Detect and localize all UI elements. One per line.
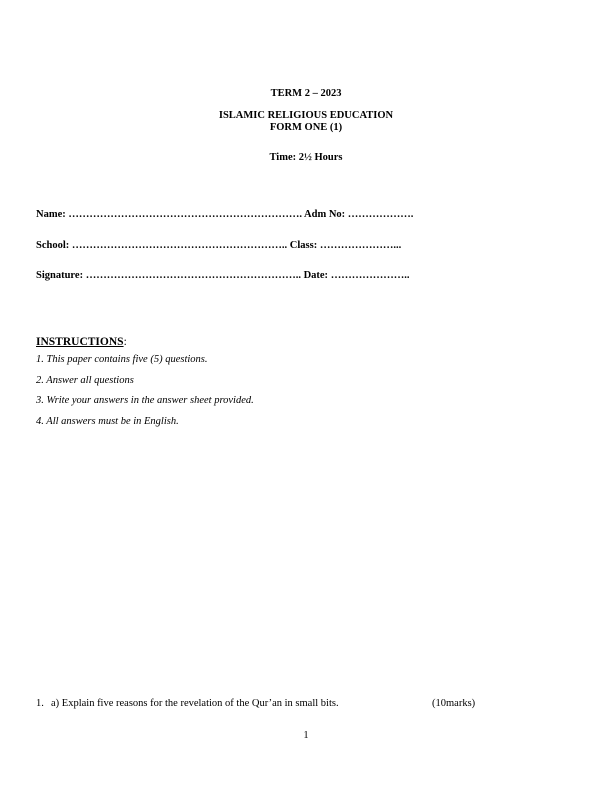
- signature-blank[interactable]: ……………………………………………………..: [85, 270, 301, 281]
- school-field-line: [36, 240, 401, 251]
- date-blank[interactable]: …………………..: [330, 270, 410, 281]
- adm-no-blank[interactable]: ……………….: [347, 209, 414, 220]
- adm-no-label: Adm No:: [302, 209, 348, 220]
- question-text: a) Explain five reasons for the revelation of the Qur’an in small bits.: [51, 698, 339, 709]
- question-number: 1.: [36, 698, 44, 709]
- class-blank[interactable]: …………………...: [319, 240, 402, 251]
- instruction-item: 2. Answer all questions: [36, 375, 134, 386]
- date-label: Date:: [300, 270, 331, 281]
- term-title: TERM 2 – 2023: [270, 88, 342, 99]
- instructions-colon: :: [123, 336, 127, 348]
- school-blank[interactable]: ……………………………………………………..: [71, 240, 288, 251]
- time-allowed: Time: 2½ Hours: [269, 152, 343, 163]
- instruction-item: 1. This paper contains five (5) questions.: [36, 354, 208, 365]
- signature-label: Signature:: [36, 270, 86, 281]
- form-title: FORM ONE (1): [269, 122, 343, 133]
- page-number: 1: [303, 730, 309, 741]
- name-blank[interactable]: ………………………………………………………….: [68, 209, 302, 220]
- subject-title: ISLAMIC RELIGIOUS EDUCATION: [218, 110, 394, 121]
- name-label: Name:: [36, 209, 69, 220]
- instructions-heading: [36, 332, 127, 350]
- instruction-item: 3. Write your answers in the answer sheet provided.: [36, 395, 254, 406]
- instructions-title: INSTRUCTIONS: [36, 336, 124, 348]
- name-field-line: [36, 209, 413, 220]
- question-marks: (10marks): [432, 698, 476, 709]
- instruction-item: 4. All answers must be in English.: [36, 416, 179, 427]
- class-label: Class:: [287, 240, 320, 251]
- signature-field-line: [36, 270, 409, 281]
- school-label: School:: [36, 240, 72, 251]
